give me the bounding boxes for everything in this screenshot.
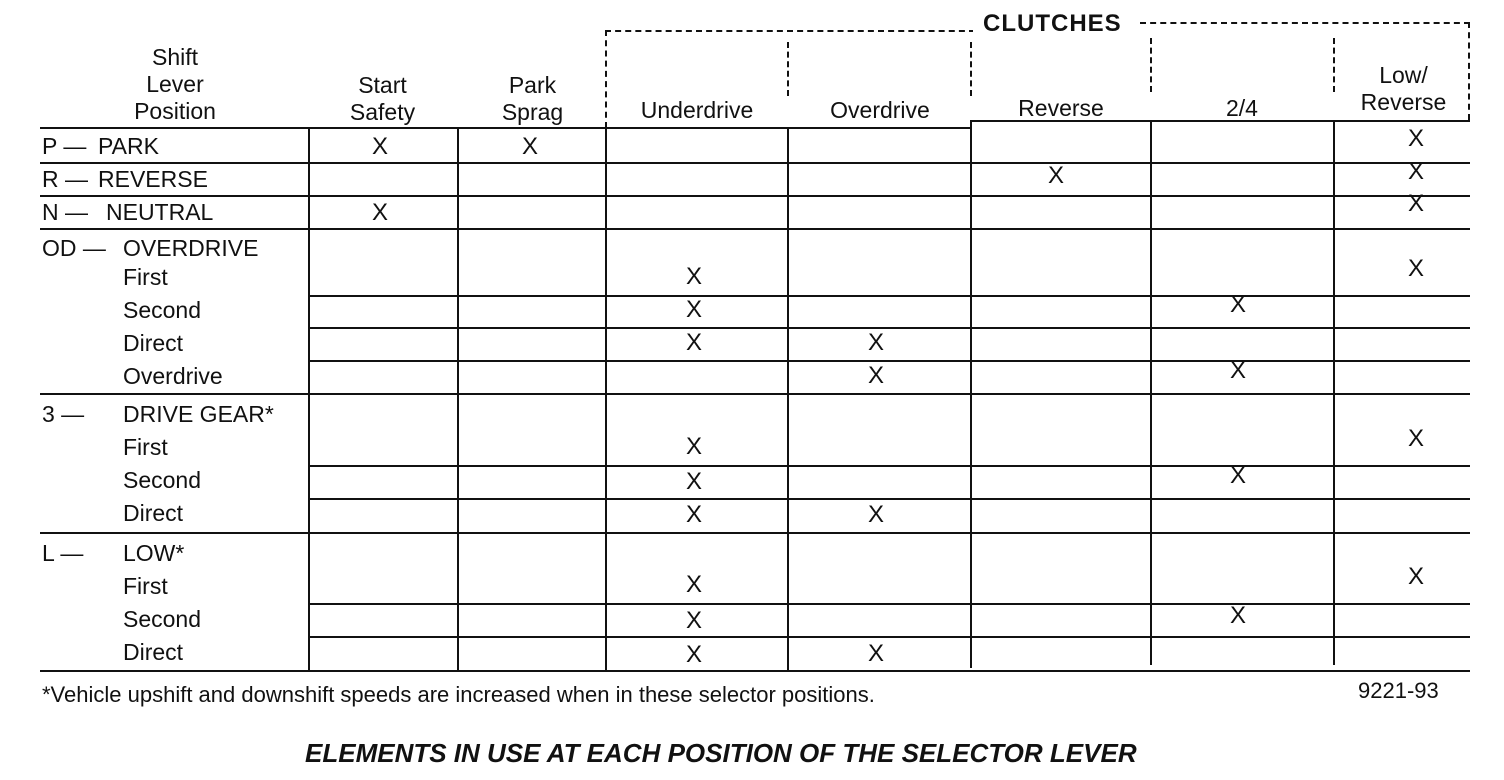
mark-low-direct-overdrive: X: [867, 640, 884, 667]
mark-od-first-underdrive: X: [685, 263, 702, 290]
mark-od-direct-overdrive: X: [867, 329, 884, 356]
row-label-overdrive: OVERDRIVE: [123, 235, 259, 261]
table-rule: [40, 532, 1470, 534]
header-start-safety: [310, 72, 455, 126]
mark-od-overdrive-2-4: X: [1229, 357, 1246, 384]
table-bottom-rule: [40, 670, 1470, 672]
row-label-low: LOW*: [123, 540, 185, 566]
table-vertical-line: [605, 127, 607, 670]
header-overdrive: Overdrive: [830, 97, 930, 123]
mark-park-start-safety: X: [371, 133, 388, 160]
table-vertical-line: [787, 127, 789, 670]
mark-low-second-underdrive: X: [685, 607, 702, 634]
mark-drive-direct-overdrive: X: [867, 501, 884, 528]
table-rule: [40, 195, 1470, 197]
mark-neutral-start-safety: X: [371, 199, 388, 226]
mark-low-direct-underdrive: X: [685, 641, 702, 668]
mark-park-park-sprag: X: [521, 133, 538, 160]
header-park-sprag: [460, 72, 605, 126]
clutches-title: CLUTCHES: [973, 10, 1132, 38]
mark-drive-first-low-reverse: X: [1407, 425, 1424, 452]
mark-drive-second-2-4: X: [1229, 462, 1246, 489]
mark-low-first-underdrive: X: [685, 571, 702, 598]
row-prefix-drive: 3 —: [42, 401, 85, 427]
row-sub-second: Second: [123, 297, 202, 323]
header-reverse: Reverse: [1018, 95, 1104, 121]
clutch-divider: [970, 42, 972, 96]
mark-reverse-low-reverse: X: [1407, 158, 1424, 185]
clutch-divider: [787, 42, 789, 96]
mark-od-first-low-reverse: X: [1407, 255, 1424, 282]
header-underdrive: Underdrive: [640, 97, 754, 123]
mark-neutral-low-reverse: X: [1407, 190, 1424, 217]
clutches-bracket-right: [1140, 22, 1470, 24]
row-sub-overdrive: Overdrive: [123, 363, 223, 389]
table-sub-rule: [308, 636, 1470, 638]
row-sub-direct: Direct: [123, 330, 184, 356]
table-sub-rule: [308, 360, 1470, 362]
header-text: Lever: [146, 71, 204, 97]
table-rule: [40, 393, 1470, 395]
row-prefix-reverse: R —: [42, 166, 88, 192]
row-label-neutral: NEUTRAL: [106, 199, 214, 225]
row-sub-first: First: [123, 264, 168, 290]
header-low-reverse: [1336, 62, 1471, 116]
row-sub-first: First: [123, 434, 168, 460]
table-sub-rule: [308, 327, 1470, 329]
clutch-divider: [1333, 38, 1335, 92]
clutches-bracket-left: [605, 30, 975, 32]
mark-od-direct-underdrive: X: [685, 329, 702, 356]
header-2-4: 2/4: [1226, 95, 1258, 121]
mark-low-first-low-reverse: X: [1407, 563, 1424, 590]
row-prefix-overdrive: OD —: [42, 235, 106, 261]
row-prefix-neutral: N —: [42, 199, 88, 225]
header-text: Reverse: [1360, 89, 1447, 115]
header-text: Safety: [349, 99, 416, 125]
mark-reverse-reverse: X: [1047, 162, 1064, 189]
row-sub-second: Second: [123, 467, 202, 493]
mark-od-second-2-4: X: [1229, 291, 1246, 318]
header-text: Low/: [1379, 62, 1428, 88]
table-header-rule: [40, 127, 970, 129]
table-vertical-line: [308, 127, 310, 670]
row-sub-first: First: [123, 573, 168, 599]
row-prefix-park: P —: [42, 133, 87, 159]
table-sub-rule: [308, 465, 1470, 467]
header-text: Position: [134, 98, 216, 124]
table-sub-rule: [308, 603, 1470, 605]
figure-caption: ELEMENTS IN USE AT EACH POSITION OF THE SELECTOR LEVER: [305, 738, 1137, 768]
figure-number: 9221-93: [1358, 678, 1439, 703]
row-sub-second: Second: [123, 606, 202, 632]
row-sub-direct: Direct: [123, 639, 184, 665]
row-label-drive: DRIVE GEAR*: [123, 401, 274, 427]
footnote: *Vehicle upshift and downshift speeds are increased when in these selector positions.: [42, 682, 875, 707]
mark-od-overdrive-overdrive: X: [867, 362, 884, 389]
table-rule: [40, 162, 1470, 164]
mark-od-second-underdrive: X: [685, 296, 702, 323]
mark-park-low-reverse: X: [1407, 125, 1424, 152]
table-rule: [40, 228, 1470, 230]
table-header-rule: [970, 120, 1470, 122]
header-shift-lever-position: [110, 44, 240, 125]
header-text: Sprag: [501, 99, 564, 125]
mark-drive-first-underdrive: X: [685, 433, 702, 460]
row-sub-direct: Direct: [123, 500, 184, 526]
table-vertical-line: [457, 127, 459, 670]
header-text: Park: [508, 72, 557, 98]
mark-drive-second-underdrive: X: [685, 468, 702, 495]
header-text: Start: [358, 72, 407, 98]
header-text: Shift: [151, 44, 199, 70]
row-label-park: PARK: [98, 133, 159, 159]
table-sub-rule: [308, 498, 1470, 500]
row-prefix-low: L —: [42, 540, 84, 566]
row-label-reverse: REVERSE: [98, 166, 208, 192]
clutch-divider: [1150, 38, 1152, 92]
mark-low-second-2-4: X: [1229, 602, 1246, 629]
table-sub-rule: [308, 295, 1470, 297]
mark-drive-direct-underdrive: X: [685, 501, 702, 528]
